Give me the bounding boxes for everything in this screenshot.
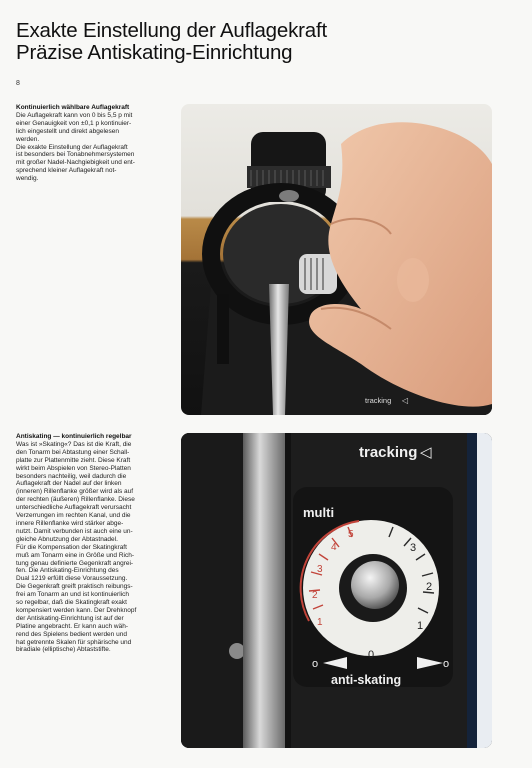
- section-line: fen. Die Antiskating-Einrichtung des: [16, 567, 119, 575]
- photo-tracking-force-illustration: [181, 104, 492, 415]
- section-line: Platine angebracht. Er kann auch wäh-: [16, 622, 129, 630]
- section-line: muß am Tonarm eine in Größe und Rich-: [16, 551, 135, 559]
- section-line: nutzt. Damit verbunden ist auch eine un-: [16, 527, 133, 535]
- section-line: (inneren) Rillenflanke größer wird als auf: [16, 488, 134, 496]
- section-line: lich eingestellt und direkt abgelesen: [16, 127, 119, 135]
- title-line-2: Präzise Antiskating-Einrichtung: [16, 41, 293, 64]
- section-line: werden.: [16, 135, 40, 143]
- section-line: Für die Kompensation der Skatingkraft: [16, 543, 127, 551]
- section-line: Dual 1219 erfüllt diese Voraussetzung.: [16, 575, 128, 583]
- tracking-label: tracking: [359, 444, 418, 461]
- section-line: Die exakte Einstellung der Auflagekraft: [16, 143, 128, 151]
- section-line: mit großer Nadel-Nachgiebigkeit und ent-: [16, 159, 135, 167]
- section-line: den Tonarm bei Abtastung einer Schall-: [16, 448, 130, 456]
- scale-red-1: 1: [317, 617, 323, 628]
- section-line: wirkt beim Abspielen von Stereo-Platten: [16, 464, 131, 472]
- page-title: [16, 20, 327, 64]
- tracking-arrow-icon: ◁: [402, 396, 409, 405]
- section-line: Auflagekraft der Nadel auf der linken: [16, 480, 122, 488]
- section-line: hat getrennte Skalen für sphärische und: [16, 638, 132, 646]
- title-line-1: Exakte Einstellung der Auflagekraft: [16, 19, 327, 42]
- right-mark: o: [443, 658, 450, 670]
- section-tracking-force: [16, 104, 176, 183]
- scale-red-4: 4: [331, 542, 337, 553]
- section-line: Die Gegenkraft greift praktisch reibungs-: [16, 583, 133, 591]
- anti-skating-label: anti-skating: [331, 673, 402, 687]
- scale-white-0: 0: [368, 649, 375, 661]
- section-line: der Antiskating-Einrichtung ist auf der: [16, 614, 124, 622]
- photo-antiskating-illustration: [181, 433, 492, 748]
- section-line: wendig.: [16, 175, 39, 183]
- section-line: besonders nachteilig, weil dadurch die: [16, 472, 127, 480]
- section-heading: Antiskating — kontinuierlich regelbar: [16, 433, 132, 440]
- section-line: einer Genauigkeit von ±0,1 p kontinuier-: [16, 119, 132, 127]
- section-line: unterschiedliche Auflagekraft verursacht: [16, 504, 132, 512]
- scale-white-1: 1: [417, 620, 424, 632]
- scale-red-5: 5: [348, 529, 354, 540]
- section-line: kompensiert werden kann. Der Drehknopf: [16, 606, 137, 614]
- scale-red-3: 3: [317, 564, 323, 575]
- section-line: biradiale (elliptische) Abtaststifte.: [16, 646, 111, 654]
- section-line: der rechten (äußeren) Rillenflanke. Diese: [16, 496, 135, 504]
- multi-label: multi: [303, 505, 335, 520]
- section-line: Was ist »Skating«? Das ist die Kraft, die: [16, 440, 132, 448]
- section-line: ist besonders bei Tonabnehmersystemen: [16, 151, 135, 159]
- section-line: tung genau definierte Gegenkraft angrei-: [16, 559, 134, 567]
- photo1-caption: tracking: [365, 396, 392, 405]
- photo-tracking-force: [181, 104, 492, 415]
- scale-white-2: 2: [426, 581, 433, 593]
- photo-antiskating-dial: [181, 433, 492, 748]
- section-line: Die Auflagekraft kann von 0 bis 5,5 p mit: [16, 111, 133, 119]
- section-line: frei am Tonarm an und ist kontinuierlich: [16, 591, 129, 599]
- section-line: innere Rillenflanke wird stärker abge-: [16, 519, 124, 527]
- section-line: gleiche Abnutzung der Abtastnadel.: [16, 535, 118, 543]
- left-mark: o: [312, 658, 319, 670]
- section-line: platte zur Plattenmitte zieht. Diese Kraft: [16, 456, 131, 464]
- section-line: sprechend kleiner Auflagekraft not-: [16, 167, 117, 175]
- page-number: 8: [16, 80, 20, 87]
- tracking-arrow-icon: ◁: [420, 443, 432, 461]
- section-antiskating: [16, 433, 176, 654]
- scale-red-2: 2: [312, 590, 318, 601]
- section-line: rend des Spielens bedient werden und: [16, 630, 127, 638]
- section-line: so regelbar, daß die Skatingkraft exakt: [16, 599, 127, 607]
- scale-white-3: 3: [410, 542, 417, 554]
- section-heading: Kontinuierlich wählbare Auflagekraft: [16, 104, 130, 111]
- antiskating-knob-cap[interactable]: [351, 561, 399, 609]
- section-line: Verzerrungen im rechten Kanal, und die: [16, 512, 131, 520]
